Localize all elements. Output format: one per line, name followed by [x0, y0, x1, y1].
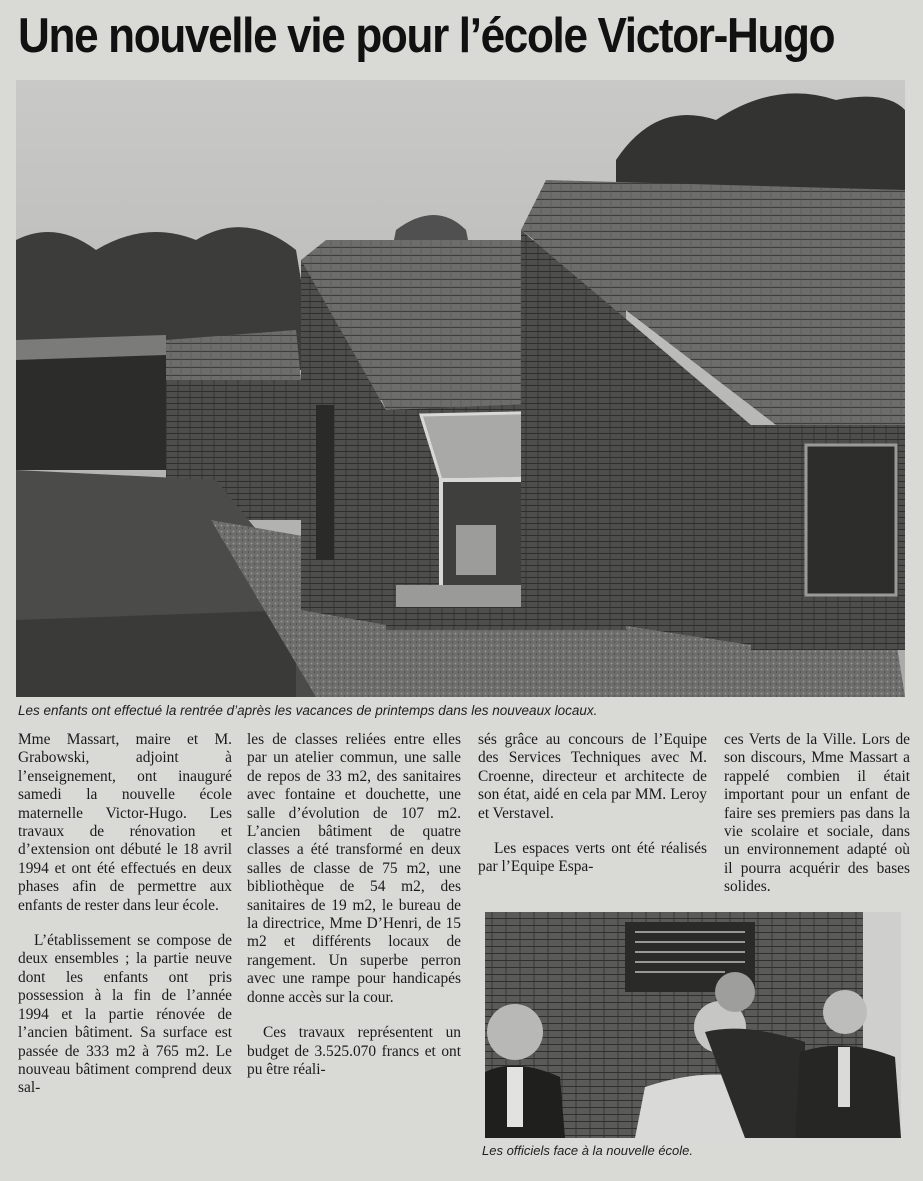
article-paragraph: Ces travaux représentent un budget de 3.525.070 francs et ont pu être réali-	[247, 1024, 461, 1078]
article-paragraph: sés grâce au concours de l’Equipe des Services Techniques avec M. Croenne, directeur et architecte de son état, aidé en cela par MM. Leroy et Verstavel.	[478, 731, 707, 822]
headline: Une nouvelle vie pour l’école Victor-Hugo	[18, 9, 835, 63]
school-building-photo	[16, 80, 905, 697]
article-column-3	[478, 731, 707, 877]
article-paragraph: les de classes reliées entre elles par un atelier commun, une salle de repos de 33 m2, des sanitaires avec fontaine et douchette, une salle d’évolution de 107 m2. L’ancien bâtiment de quatre classes a été transformé en deux salles de classe de 75 m2, une bibliothèque de 54 m2, des sanitaires de 19 m2, le bureau de la directrice, Mme D’Henri, de 15 m2 et différents locaux de rangement. Un superbe perron avec une rampe pour handicapés donne accès sur la cour.	[247, 731, 461, 1006]
article-column-4	[724, 731, 910, 897]
article-paragraph: Mme Massart, maire et M. Grabowski, adjoint à l’enseignement, ont inauguré samedi la nouvelle école maternelle Victor-Hugo. Les travaux de rénovation et d’extension ont débuté le 18 avril 1994 et ont été effectués en deux phases afin de permettre aux enfants de rester dans leur école.	[18, 731, 232, 914]
officials-photo-caption: Les officiels face à la nouvelle école.	[482, 1143, 694, 1158]
article-paragraph: Les espaces verts ont été réalisés par l’Equipe Espa-	[478, 840, 707, 876]
officials-photo	[485, 912, 901, 1138]
article-column-1	[18, 731, 232, 1098]
article-paragraph: ces Verts de la Ville. Lors de son discours, Mme Massart a rappelé combien il était important pour un enfant de faire ses premiers pas dans la vie scolaire et sociale, dans un environnement adapté où il pourra acquérir des bases solides.	[724, 731, 910, 896]
main-photo-caption: Les enfants ont effectué la rentrée d’après les vacances de printemps dans les nouveaux locaux.	[18, 703, 598, 718]
article-paragraph: L’établissement se compose de deux ensembles ; la partie neuve dont les enfants ont pris possession à la fin de l’année 1994 et la partie rénovée de l’ancien bâtiment. Sa surface est passée de 333 m2 à 765 m2. Le nouveau bâtiment comprend deux sal-	[18, 932, 232, 1097]
article-column-2	[247, 731, 461, 1079]
